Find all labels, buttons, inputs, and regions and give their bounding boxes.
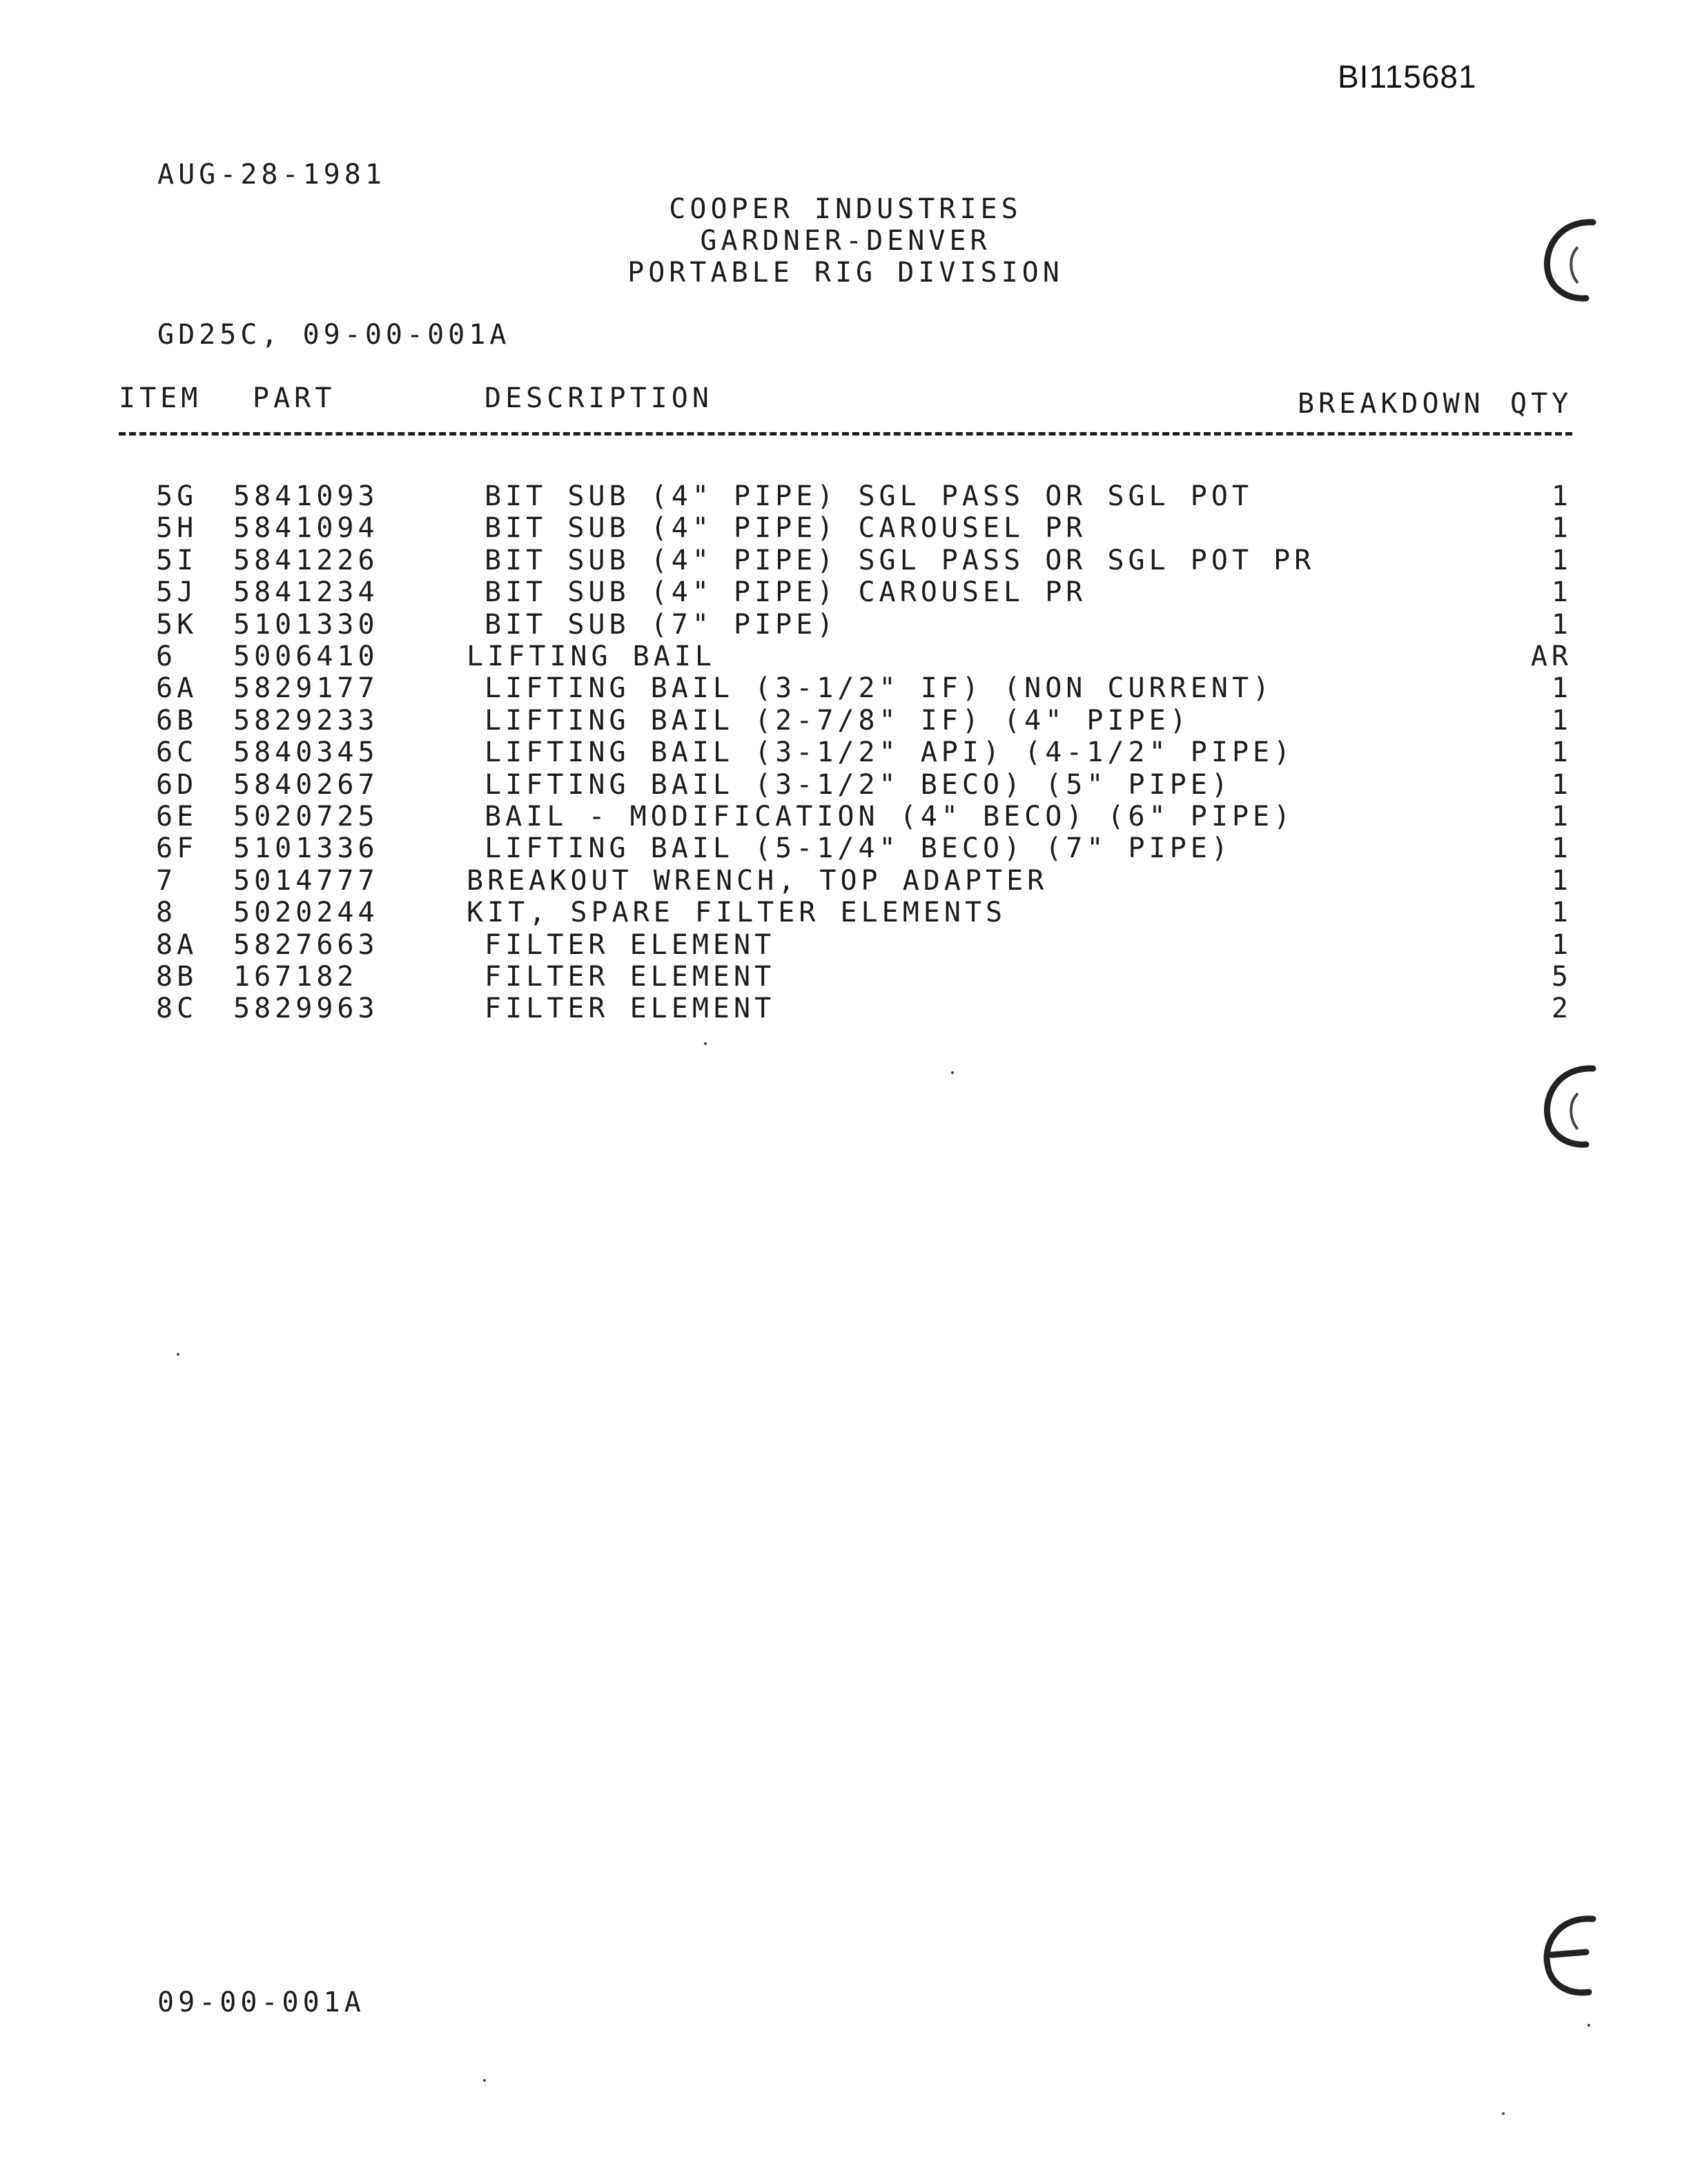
- item-number: 5K: [156, 608, 198, 641]
- quantity: 1: [1551, 768, 1572, 801]
- part-number: 5020725: [233, 801, 379, 832]
- table-row: [0, 769, 1691, 801]
- column-header-breakdown: BREAKDOWN: [1298, 388, 1485, 420]
- model-reference: GD25C, 09-00-001A: [157, 319, 511, 351]
- company-name: COOPER INDUSTRIES: [669, 193, 1022, 225]
- part-description: BIT SUB (7" PIPE): [485, 608, 838, 641]
- quantity: 1: [1551, 832, 1572, 865]
- quantity: 1: [1551, 737, 1572, 769]
- part-description: LIFTING BAIL (2-7/8" IF) (4" PIPE): [485, 704, 1191, 737]
- part-description: FILTER ELEMENT: [485, 961, 776, 993]
- item-number: 6F: [156, 832, 198, 865]
- part-description: FILTER ELEMENT: [485, 993, 776, 1025]
- document-date: AUG-28-1981: [157, 159, 386, 191]
- table-row: [0, 737, 1691, 768]
- part-description: FILTER ELEMENT: [485, 928, 776, 961]
- item-number: 7: [156, 864, 177, 897]
- part-description: LIFTING BAIL (3-1/2" API) (4-1/2" PIPE): [485, 737, 1295, 769]
- part-number: 5841234: [233, 576, 379, 609]
- item-number: 6C: [156, 737, 198, 769]
- part-description: LIFTING BAIL: [467, 641, 716, 672]
- part-number: 5841226: [233, 544, 379, 576]
- part-number: 5014777: [233, 864, 379, 897]
- table-row: [0, 576, 1691, 608]
- document-id: BI115681: [1338, 59, 1477, 95]
- scan-speck: [704, 1042, 707, 1045]
- quantity: 1: [1551, 544, 1572, 576]
- part-number: 5020244: [233, 897, 379, 929]
- quantity: 2: [1551, 993, 1572, 1025]
- quantity: 1: [1551, 928, 1572, 961]
- item-number: 6: [156, 641, 177, 672]
- scan-speck: [1502, 2112, 1505, 2115]
- part-number: 5840267: [233, 768, 379, 801]
- part-description: BIT SUB (4" PIPE) CAROUSEL PR: [485, 512, 1087, 545]
- table-row: [0, 832, 1691, 864]
- quantity: 1: [1551, 608, 1572, 641]
- company-division-brand: GARDNER-DENVER: [700, 225, 991, 257]
- part-number: 5101330: [233, 608, 379, 641]
- part-number: 5840345: [233, 737, 379, 769]
- table-row: [0, 512, 1691, 544]
- part-number: 5829177: [233, 672, 379, 705]
- part-description: LIFTING BAIL (3-1/2" IF) (NON CURRENT): [485, 672, 1274, 705]
- binder-hole-icon: [1538, 214, 1600, 311]
- table-row: [0, 897, 1691, 928]
- quantity: 1: [1551, 512, 1572, 545]
- item-number: 5J: [156, 576, 198, 609]
- scan-speck: [177, 1353, 179, 1356]
- item-number: 6B: [156, 704, 198, 737]
- part-description: BIT SUB (4" PIPE) SGL PASS OR SGL POT: [485, 480, 1253, 512]
- item-number: 6E: [156, 801, 198, 832]
- scan-speck: [483, 2079, 486, 2082]
- quantity: 1: [1551, 576, 1572, 609]
- table-row: [0, 545, 1691, 576]
- quantity: 1: [1551, 897, 1572, 929]
- quantity: 1: [1551, 864, 1572, 897]
- item-number: 8: [156, 897, 177, 929]
- item-number: 6A: [156, 672, 198, 705]
- part-description: BAIL - MODIFICATION (4" BECO) (6" PIPE): [485, 801, 1295, 832]
- column-header-part: PART: [253, 382, 336, 414]
- part-number: 5829963: [233, 993, 379, 1025]
- table-row: [0, 865, 1691, 897]
- item-number: 8C: [156, 993, 198, 1025]
- item-number: 6D: [156, 768, 198, 801]
- part-number: 5101336: [233, 832, 379, 865]
- header-divider: [119, 432, 1572, 436]
- column-header-description: DESCRIPTION: [485, 382, 713, 414]
- table-row: [0, 672, 1691, 704]
- column-header-item: ITEM: [119, 382, 202, 414]
- part-description: BIT SUB (4" PIPE) SGL PASS OR SGL POT PR: [485, 544, 1316, 576]
- part-number: 5841094: [233, 512, 379, 545]
- part-number: 5829233: [233, 704, 379, 737]
- item-number: 8A: [156, 928, 198, 961]
- part-description: BIT SUB (4" PIPE) CAROUSEL PR: [485, 576, 1087, 609]
- table-row: [0, 641, 1691, 672]
- table-row: [0, 993, 1691, 1024]
- quantity: 1: [1551, 704, 1572, 737]
- quantity: 1: [1551, 480, 1572, 512]
- table-row: [0, 705, 1691, 737]
- table-row: [0, 480, 1691, 512]
- part-description: KIT, SPARE FILTER ELEMENTS: [467, 897, 1007, 929]
- company-division: PORTABLE RIG DIVISION: [627, 257, 1064, 289]
- table-row: [0, 801, 1691, 832]
- part-number: 5006410: [233, 641, 379, 672]
- table-row: [0, 961, 1691, 993]
- item-number: 5G: [156, 480, 198, 512]
- part-description: BREAKOUT WRENCH, TOP ADAPTER: [467, 864, 1048, 897]
- binder-hole-icon: [1538, 1060, 1600, 1157]
- column-header-qty: QTY: [1510, 388, 1573, 420]
- item-number: 5H: [156, 512, 198, 545]
- part-number: 5827663: [233, 928, 379, 961]
- item-number: 8B: [156, 961, 198, 993]
- quantity: 5: [1551, 961, 1572, 993]
- footer-reference: 09-00-001A: [157, 1987, 365, 2018]
- part-description: LIFTING BAIL (5-1/4" BECO) (7" PIPE): [485, 832, 1232, 865]
- quantity: 1: [1551, 672, 1572, 705]
- table-row: [0, 609, 1691, 641]
- item-number: 5I: [156, 544, 198, 576]
- scan-speck: [1587, 2024, 1590, 2027]
- scan-speck: [951, 1071, 954, 1074]
- part-number: 167182: [233, 961, 358, 993]
- part-description: LIFTING BAIL (3-1/2" BECO) (5" PIPE): [485, 768, 1232, 801]
- quantity: AR: [1530, 641, 1572, 672]
- binder-hole-icon: [1538, 1909, 1600, 2006]
- quantity: 1: [1551, 801, 1572, 832]
- part-number: 5841093: [233, 480, 379, 512]
- table-row: [0, 929, 1691, 961]
